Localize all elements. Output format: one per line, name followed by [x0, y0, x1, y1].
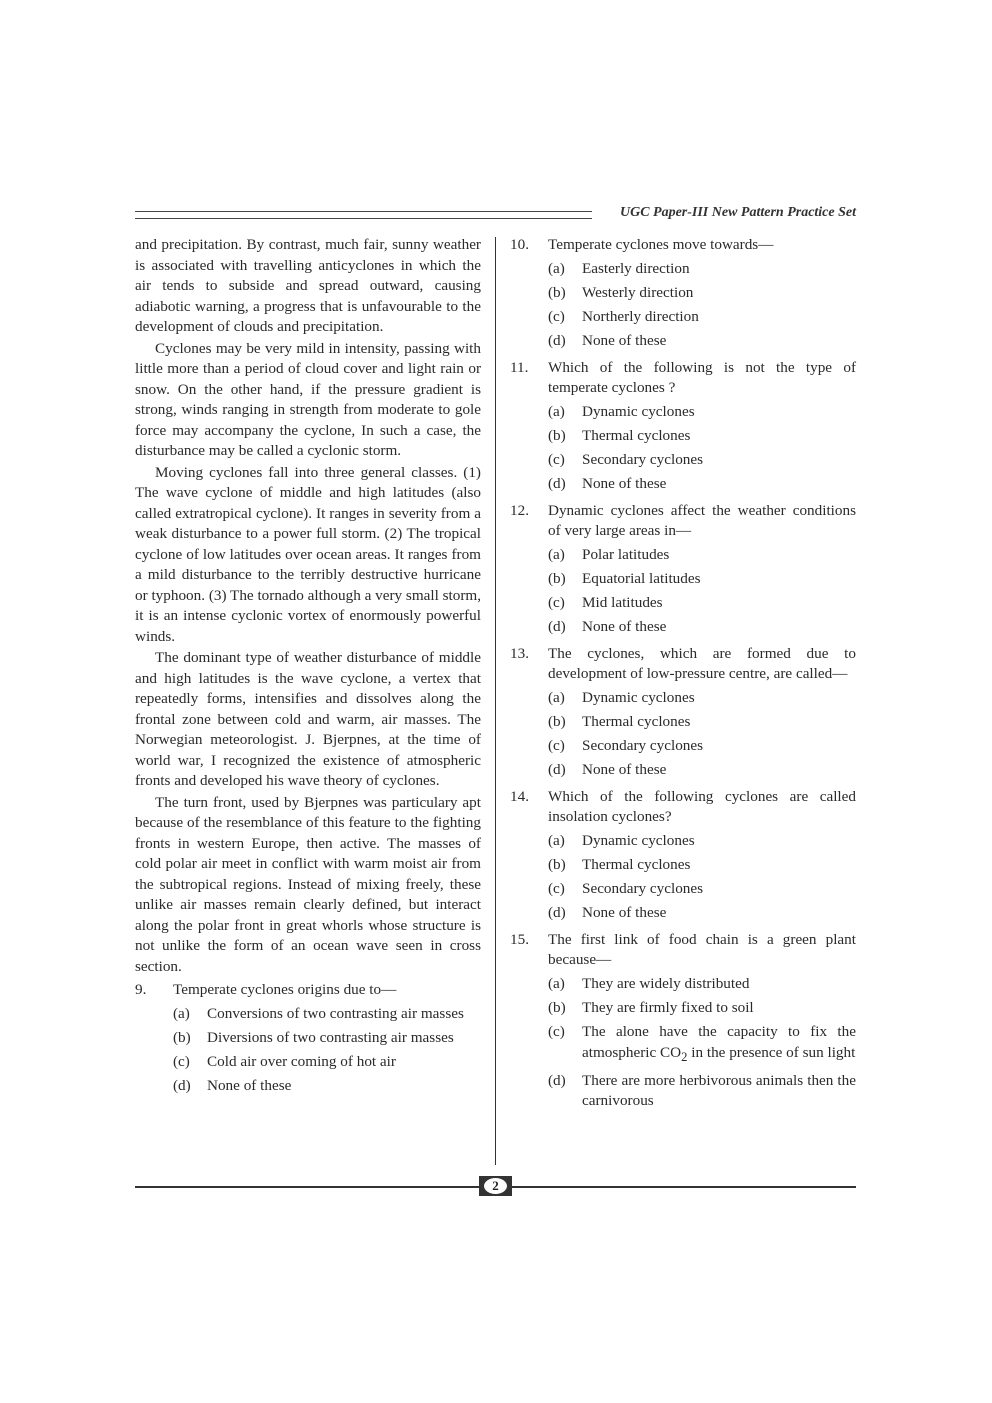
option-label: (d) — [548, 761, 566, 778]
option-text — [582, 474, 856, 495]
option-label: (d) — [548, 618, 566, 635]
option-label: (c) — [173, 1053, 190, 1070]
option-label: (b) — [548, 713, 566, 730]
option-label: (c) — [548, 594, 565, 611]
option-label: (b) — [173, 1029, 191, 1046]
option-text-main: The alone have the capacity to fix the atmospheric CO — [582, 1023, 856, 1061]
question-text: Temperate cyclones origins due to— — [173, 981, 397, 998]
subscript: 2 — [681, 1049, 688, 1064]
option-text-main: None of these — [207, 1077, 292, 1094]
option-text-main: Thermal cyclones — [582, 427, 691, 444]
answer-option — [548, 688, 856, 709]
page-number: 2 — [484, 1178, 507, 1194]
question-stem — [510, 358, 856, 399]
option-text-main: Conversions of two contrasting air masses — [207, 1005, 464, 1022]
option-text — [582, 426, 856, 447]
option-label: (d) — [548, 475, 566, 492]
option-label: (c) — [548, 1023, 565, 1040]
option-label: (c) — [548, 308, 565, 325]
answer-option — [548, 736, 856, 757]
question-stem — [135, 980, 481, 1001]
option-label: (b) — [548, 856, 566, 873]
column-divider — [495, 237, 496, 1165]
option-text — [582, 331, 856, 352]
answer-option — [548, 426, 856, 447]
question — [510, 644, 856, 781]
option-text — [207, 1052, 481, 1073]
option-text-main: There are more herbivorous animals then the carnivorous — [582, 1071, 856, 1110]
body-paragraph: The dominant type of weather disturbance of middle and high latitudes is the wave cyclone, a vertex that repeatedly forms, intensifies and dissolves along the frontal zone between cold and warm, air masses. The Norwegian meteorologist. J. Bjerpnes, at the time of world war, I recognized the existence of atmospheric fronts and developed his wave theory of cyclones. — [135, 649, 481, 789]
question-text: Dynamic cyclones affect the weather conditions of very large areas in— — [548, 501, 856, 539]
answer-option — [548, 283, 856, 304]
answer-option — [548, 617, 856, 638]
answer-option — [548, 903, 856, 924]
option-text-main: Thermal cyclones — [582, 856, 691, 873]
answer-option — [548, 760, 856, 781]
answer-option — [548, 1022, 856, 1067]
question-text: The first link of food chain is a green plant because— — [548, 930, 856, 968]
option-text-main: Thermal cyclones — [582, 713, 691, 730]
option-text-tail: in the presence of sun light — [687, 1043, 856, 1061]
question-stem — [510, 235, 856, 256]
footer-rule-right — [512, 1186, 856, 1188]
left-column — [135, 235, 481, 1101]
question-stem — [510, 787, 856, 828]
option-label: (d) — [173, 1077, 191, 1094]
question-text: Which of the following is not the type of temperate cyclones ? — [548, 358, 856, 396]
option-text-main: Easterly direction — [582, 260, 690, 277]
right-column — [510, 235, 856, 1118]
answer-option — [548, 1071, 856, 1112]
question — [510, 358, 856, 495]
option-text — [582, 1022, 856, 1067]
option-text-main: None of these — [582, 904, 667, 921]
option-label: (a) — [548, 975, 565, 992]
question — [510, 235, 856, 352]
answer-option — [548, 593, 856, 614]
option-label: (a) — [173, 1005, 190, 1022]
option-text — [207, 1076, 481, 1097]
option-text-main: Dynamic cyclones — [582, 832, 695, 849]
option-text-main: Northerly direction — [582, 308, 699, 325]
answer-option — [548, 998, 856, 1019]
option-text-main: Secondary cyclones — [582, 737, 704, 754]
answer-option — [548, 259, 856, 280]
option-text — [207, 1004, 481, 1025]
option-text — [582, 259, 856, 280]
answer-option — [173, 1004, 481, 1025]
option-text-main: Equatorial latitudes — [582, 570, 701, 587]
option-text-main: Polar latitudes — [582, 546, 670, 563]
answer-option — [548, 855, 856, 876]
question — [510, 787, 856, 924]
answer-option — [173, 1076, 481, 1097]
answer-option — [548, 307, 856, 328]
answer-option — [548, 974, 856, 995]
answer-option — [548, 331, 856, 352]
body-paragraph: The turn front, used by Bjerpnes was particulary apt because of the resemblance of this feature to the fighting fronts in western Europe, then active. The masses of cold polar air meet in conflict with warm moist air from the subtropical regions. Instead of mixing freely, these unlike air masses remain clearly defined, but interact along the polar front in great whorls whose structure is not unlike the form of an ocean wave seen in cross section. — [135, 793, 481, 975]
option-label: (c) — [548, 451, 565, 468]
option-label: (b) — [548, 999, 566, 1016]
option-text — [582, 617, 856, 638]
option-text-main: Cold air over coming of hot air — [207, 1053, 396, 1070]
option-label: (d) — [548, 332, 566, 349]
option-text — [582, 760, 856, 781]
option-text — [207, 1028, 481, 1049]
option-text — [582, 903, 856, 924]
option-label: (c) — [548, 880, 565, 897]
option-text — [582, 1071, 856, 1112]
question-number: 15. — [510, 930, 529, 948]
question-text: The cyclones, which are formed due to development of low-pressure centre, are called— — [548, 644, 856, 682]
answer-option — [548, 879, 856, 900]
footer-rule-left — [135, 1186, 480, 1188]
option-text — [582, 688, 856, 709]
question-stem — [510, 930, 856, 971]
option-text — [582, 998, 856, 1019]
option-text-main: Secondary cyclones — [582, 880, 704, 897]
option-text — [582, 569, 856, 590]
option-label: (b) — [548, 427, 566, 444]
option-text — [582, 855, 856, 876]
option-text — [582, 283, 856, 304]
option-label: (d) — [548, 1071, 566, 1089]
option-label: (d) — [548, 904, 566, 921]
running-header: UGC Paper-III New Pattern Practice Set — [619, 205, 856, 220]
answer-option — [548, 831, 856, 852]
option-label: (a) — [548, 689, 565, 706]
option-text-main: They are widely distributed — [582, 975, 750, 992]
question-number: 13. — [510, 644, 529, 662]
answer-option — [548, 712, 856, 733]
question-number: 9. — [135, 981, 147, 998]
option-text-main: None of these — [582, 761, 667, 778]
option-text-main: They are firmly fixed to soil — [582, 999, 754, 1016]
page-number-box — [479, 1176, 512, 1196]
option-text — [582, 545, 856, 566]
question-number: 11. — [510, 358, 529, 376]
question-stem — [510, 644, 856, 685]
answer-option — [548, 450, 856, 471]
answer-option — [548, 474, 856, 495]
answer-option — [548, 402, 856, 423]
option-text-main: None of these — [582, 332, 667, 349]
option-text — [582, 736, 856, 757]
option-label: (b) — [548, 284, 566, 301]
question-number: 10. — [510, 236, 529, 253]
question — [510, 501, 856, 638]
option-text-main: None of these — [582, 618, 667, 635]
question-stem — [510, 501, 856, 542]
option-text — [582, 831, 856, 852]
option-text — [582, 593, 856, 614]
question — [135, 980, 481, 1097]
question-text: Temperate cyclones move towards— — [548, 236, 774, 253]
body-paragraph: Cyclones may be very mild in intensity, passing with little more than a period of cloud cover and light rain or snow. On the other hand, if the pressure gradient is strong, winds ranging in strength from moderate to gole force may accompany the cyclone, In such a case, the disturbance may be called a cyclonic storm. — [135, 339, 481, 459]
option-label: (a) — [548, 260, 565, 277]
option-label: (a) — [548, 832, 565, 849]
answer-option — [173, 1028, 481, 1049]
option-text-main: Mid latitudes — [582, 594, 663, 611]
answer-option — [548, 545, 856, 566]
question-text: Which of the following cyclones are called insolation cyclones? — [548, 787, 856, 825]
option-text — [582, 450, 856, 471]
option-text-main: Dynamic cyclones — [582, 689, 695, 706]
answer-option — [173, 1052, 481, 1073]
option-text — [582, 974, 856, 995]
body-paragraph: Moving cyclones fall into three general classes. (1) The wave cyclone of middle and high latitudes (also called extratropical cyclone). It ranges in severity from a weak disturbance to a power full storm. (2) The tropical cyclone of low latitudes over ocean areas. It ranges from a mild disturbance to the terribly destructive hurricane or typhoon. (3) The tornado although a very small storm, it is an intense cyclonic vortex of enormously powerful winds. — [135, 463, 482, 645]
option-text — [582, 402, 856, 423]
option-text — [582, 879, 856, 900]
option-text — [582, 307, 856, 328]
option-text-main: Westerly direction — [582, 284, 694, 301]
option-label: (b) — [548, 570, 566, 587]
question-number: 12. — [510, 501, 529, 519]
option-text-main: Diversions of two contrasting air masses — [207, 1029, 454, 1046]
option-label: (a) — [548, 546, 565, 563]
question-number: 14. — [510, 787, 529, 805]
option-text-main: Secondary cyclones — [582, 451, 704, 468]
header-rule — [135, 211, 592, 219]
option-text-main: None of these — [582, 475, 667, 492]
option-label: (a) — [548, 403, 565, 420]
question — [510, 930, 856, 1112]
option-text — [582, 712, 856, 733]
body-paragraph: and precipitation. By contrast, much fair, sunny weather is associated with travelling anticyclones in which the air tends to subside and spread outward, causing adiabotic warning, a progress that is unfavourable to the development of clouds and precipitation. — [135, 236, 481, 335]
option-label: (c) — [548, 737, 565, 754]
option-text-main: Dynamic cyclones — [582, 403, 695, 420]
answer-option — [548, 569, 856, 590]
